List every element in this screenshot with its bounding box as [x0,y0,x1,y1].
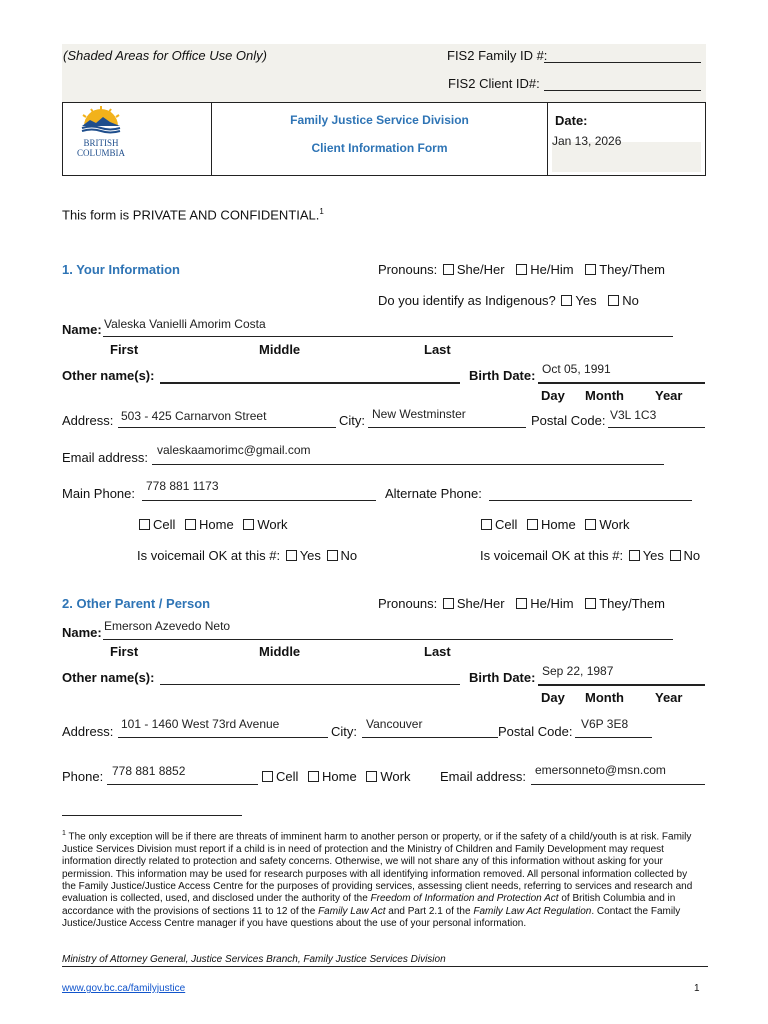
footnote-act1: Freedom of Information and Protection Act [370,893,559,905]
family-id-label: FIS2 Family ID #: [447,48,548,63]
name-field[interactable] [103,639,673,640]
city-label: City: [339,413,365,428]
name-label: Name: [62,625,102,640]
pronoun-option: She/Her [456,262,505,277]
address-value: 101 - 1460 West 73rd Avenue [121,717,280,731]
indigenous-question [378,293,639,308]
postal-value: V6P 3E8 [581,717,629,731]
ministry-line: Ministry of Attorney General, Justice Services Branch, Family Justice Services Division [62,954,446,965]
checkbox[interactable] [139,519,150,530]
postal-value: V3L 1C3 [610,408,657,422]
page-number: 1 [694,983,700,994]
bc-logo [70,104,132,160]
indigenous-label: Do you identify as Indigenous? [378,293,556,308]
voicemail-label: Is voicemail OK at this #: [137,548,281,563]
main-phone-type [137,517,287,532]
city-label: City: [331,724,357,739]
checkbox[interactable] [262,771,273,782]
client-id-field[interactable] [544,90,701,91]
address-field[interactable] [118,427,336,428]
checkbox[interactable] [629,550,640,561]
alt-voicemail [480,548,700,563]
ministry-rule [62,966,708,967]
yes-option: Yes [575,293,597,308]
voicemail-label: Is voicemail OK at this #: [480,548,624,563]
name-label: Name: [62,322,102,337]
checkbox[interactable] [516,264,527,275]
yes-option: Yes [642,548,664,563]
checkbox[interactable] [185,519,196,530]
name-part-first: First [110,342,139,357]
name-part-middle: Middle [259,342,301,357]
section2-title: 2. Other Parent / Person [62,596,211,611]
checkbox[interactable] [585,264,596,275]
checkbox[interactable] [561,295,572,306]
footnote-number: 1 [62,830,66,837]
email-label: Email address: [440,769,526,784]
checkbox[interactable] [443,598,454,609]
email-value: valeskaamorimc@gmail.com [157,443,311,457]
confidential-notice [62,207,324,222]
checkbox[interactable] [308,771,319,782]
alt-phone-field[interactable] [489,500,692,501]
checkbox[interactable] [481,519,492,530]
birth-date-value: Sep 22, 1987 [542,664,614,678]
bc-logo-line2: COLUMBIA [76,148,125,158]
no-option: No [340,548,358,563]
checkbox[interactable] [327,550,338,561]
checkbox[interactable] [366,771,377,782]
phone-type-home: Home [541,517,576,532]
email-value: emersonneto@msn.com [535,763,666,777]
checkbox[interactable] [585,519,596,530]
phone-type-cell: Cell [153,517,176,532]
postal-label: Postal Code: [531,413,606,428]
email-label: Email address: [62,450,148,465]
name-part-first: First [110,644,139,659]
alt-phone-type [479,517,629,532]
form-title: Client Information Form [311,141,448,155]
birth-date-label: Birth Date: [469,670,536,685]
other-names-field[interactable] [160,684,460,685]
section1-title: 1. Your Information [62,262,180,277]
name-value: Valeska Vanielli Amorim Costa [104,317,266,331]
checkbox[interactable] [608,295,619,306]
pronouns-label: Pronouns: [378,262,438,277]
date-label: Date: [555,113,588,128]
date-part-month: Month [585,388,624,403]
office-use-note-text: (Shaded Areas for Office Use Only) [63,48,267,63]
name-part-last: Last [424,644,451,659]
footnote-separator [62,815,242,816]
phone-type [260,769,410,784]
phone-label: Phone: [62,769,104,784]
bc-logo-sun-icon [70,104,132,134]
client-id-label: FIS2 Client ID#: [448,76,540,91]
main-phone-value: 778 881 1173 [146,479,219,493]
other-names-label: Other name(s): [62,670,155,685]
bc-logo-line1: BRITISH [83,138,119,148]
checkbox[interactable] [243,519,254,530]
city-value: New Westminster [372,407,466,421]
birth-date-field[interactable] [538,684,705,686]
other-names-label: Other name(s): [62,368,155,383]
footnote-act3: Family Law Act Regulation [473,905,592,917]
phone-type-home: Home [199,517,234,532]
alt-phone-label: Alternate Phone: [385,486,482,501]
checkbox[interactable] [516,598,527,609]
birth-date-field[interactable] [538,382,705,384]
section2-pronouns [378,596,665,611]
no-option: No [622,293,639,308]
birth-date-label: Birth Date: [469,368,536,383]
address-label: Address: [62,413,114,428]
postal-label: Postal Code: [498,724,573,739]
phone-type-cell: Cell [495,517,518,532]
date-part-day: Day [541,388,565,403]
date-part-year: Year [655,388,683,403]
phone-type-work: Work [257,517,288,532]
checkbox[interactable] [443,264,454,275]
pronoun-option: They/Them [599,262,665,277]
family-id-field[interactable] [544,62,701,63]
phone-type-work: Work [599,517,630,532]
date-part-month: Month [585,690,624,705]
footnote-part3: and Part 2.1 of the [385,905,474,917]
office-use-note [63,48,267,63]
footnote-text [62,828,702,931]
postal-field[interactable] [608,427,705,428]
address-value: 503 - 425 Carnarvon Street [121,409,267,423]
checkbox[interactable] [585,598,596,609]
city-field[interactable] [362,737,498,738]
familyjustice-link[interactable]: www.gov.bc.ca/familyjustice [62,983,186,994]
birth-date-value: Oct 05, 1991 [542,362,611,376]
name-part-last: Last [424,342,451,357]
footnote-ref: 1 [319,207,324,216]
checkbox[interactable] [670,550,681,561]
header-divider-right [547,102,548,176]
phone-type-work: Work [380,769,411,784]
yes-option: Yes [299,548,321,563]
checkbox[interactable] [286,550,297,561]
name-field[interactable] [103,336,673,337]
date-part-year: Year [655,690,683,705]
postal-field[interactable] [575,737,652,738]
division-title: Family Justice Service Division [290,113,469,127]
footnote-act2: Family Law Act [318,905,386,917]
confidential-text: This form is PRIVATE AND CONFIDENTIAL. [62,207,320,223]
pronoun-option: He/Him [530,262,574,277]
footnote-part4: . Contact the Family Justice/Justice Access Centre manager if you have questions about the use of your personal information. [62,905,681,930]
phone-field[interactable] [107,784,258,785]
date-value: Jan 13, 2026 [552,134,622,148]
phone-value: 778 881 8852 [112,764,186,778]
name-value: Emerson Azevedo Neto [104,619,231,633]
email-field[interactable] [531,784,705,785]
address-label: Address: [62,724,114,739]
pronoun-option: They/Them [599,596,665,611]
pronoun-option: He/Him [530,596,574,611]
pronoun-option: She/Her [456,596,505,611]
footnote-part2: of British Columbia and in accordance with the provisions of sections 11 to 12 of the [62,893,676,917]
no-option: No [683,548,701,563]
checkbox[interactable] [527,519,538,530]
city-field[interactable] [368,427,526,428]
section1-pronouns [378,262,665,277]
other-names-field[interactable] [160,382,460,384]
city-value: Vancouver [366,717,423,731]
main-phone-field[interactable] [142,500,376,501]
main-phone-label: Main Phone: [62,486,135,501]
address-field[interactable] [118,737,328,738]
phone-type-cell: Cell [276,769,299,784]
date-part-day: Day [541,690,565,705]
footnote-part1: The only exception will be if there are threats of imminent harm to another person or property, or if the safety of a child/youth is at risk. Family Justice Services Division must report if a child is in need of protection and the Ministry of Children and Family Development may request information directly related to protection and safety concerns. Otherwise, we will not share any of this information without asking for your permission. This information may be used for research purposes with all identifying information removed. All personal information collected by the Family Justice/Justice Access Centre for the purposes of providing services, assessing client needs, referring to services and research and evaluation is collected, used, and disclosed under the authority of the [62,831,693,905]
pronouns-label: Pronouns: [378,596,438,611]
email-field[interactable] [152,464,664,465]
main-voicemail [137,548,357,563]
phone-type-home: Home [322,769,357,784]
name-part-middle: Middle [259,644,301,659]
